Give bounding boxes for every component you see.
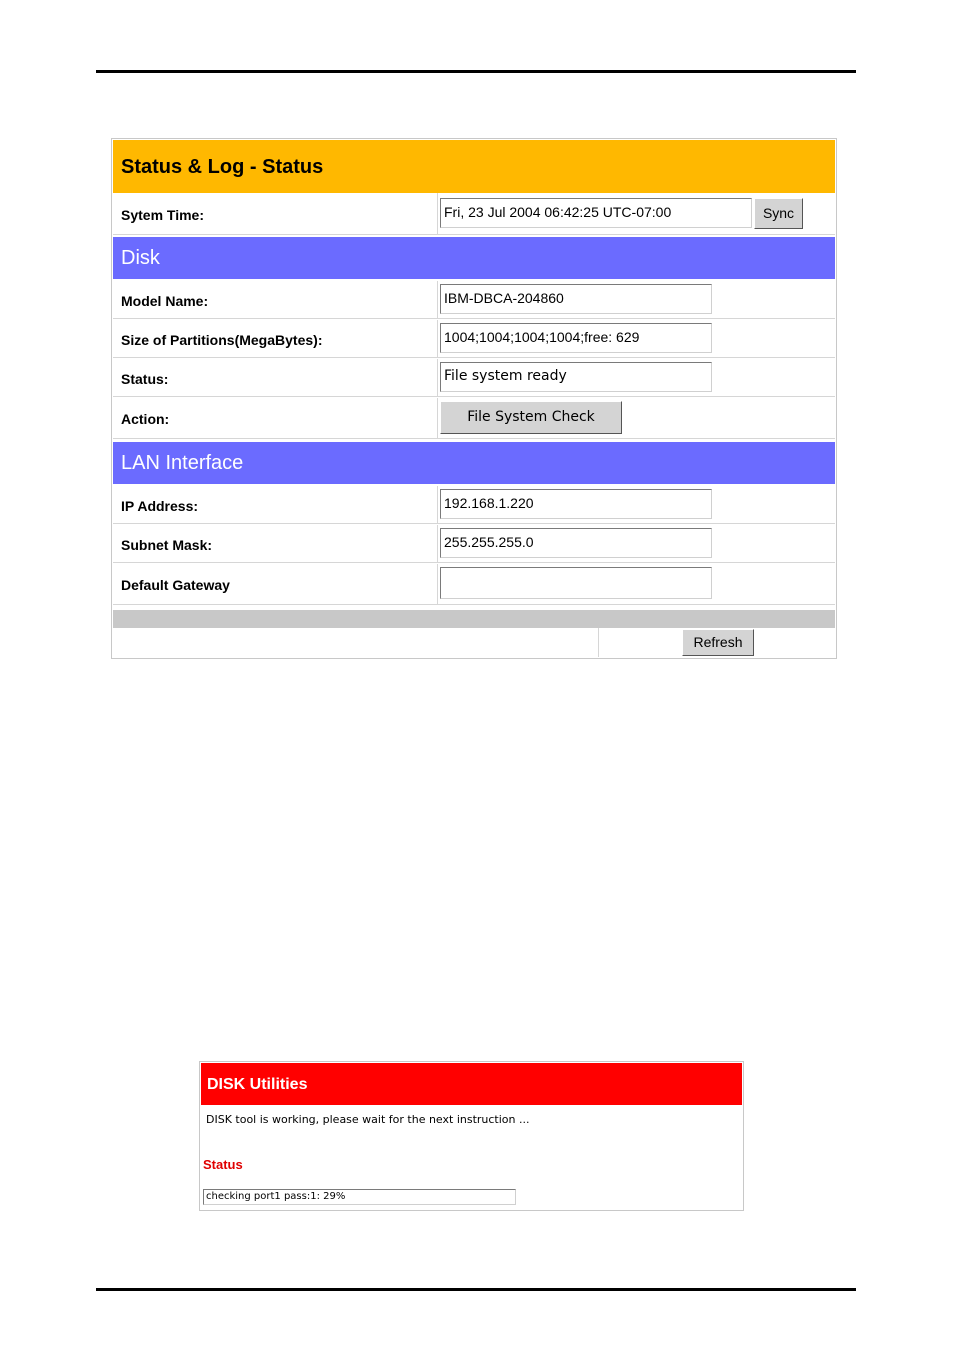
disk-section-title: Disk (121, 247, 160, 269)
default-gateway-field[interactable] (440, 567, 712, 599)
system-time-label: Sytem Time: (121, 207, 204, 223)
model-name-label: Model Name: (121, 293, 209, 309)
system-time-field[interactable]: Fri, 23 Jul 2004 06:42:25 UTC-07:00 (440, 198, 752, 228)
partitions-label: Size of Partitions(MegaBytes): (121, 332, 323, 348)
top-rule (96, 70, 856, 73)
disk-utilities-title-bar (201, 1063, 742, 1105)
disk-utilities-panel (199, 1061, 744, 1211)
default-gateway-label: Default Gateway (121, 577, 230, 593)
action-row (113, 398, 835, 439)
partitions-field[interactable]: 1004;1004;1004;1004;free: 629 (440, 323, 712, 353)
subnet-mask-field[interactable]: 255.255.255.0 (440, 528, 712, 558)
subnet-mask-row (113, 525, 835, 563)
footer-bar (113, 610, 835, 628)
ip-address-label: IP Address: (121, 498, 199, 514)
lan-section-title: LAN Interface (121, 452, 244, 474)
row-divider (437, 525, 438, 562)
disk-utilities-status-field[interactable]: checking port1 pass:1: 29% (203, 1189, 516, 1205)
page-title: Status & Log - Status (121, 156, 324, 178)
disk-status-label: Status: (121, 371, 169, 387)
row-divider (437, 486, 438, 523)
disk-tool-message: DISK tool is working, please wait for the next instruction ... (206, 1113, 530, 1126)
row-divider (437, 564, 438, 604)
default-gateway-row (113, 564, 835, 605)
refresh-button[interactable]: Refresh (682, 629, 754, 656)
action-label: Action: (121, 411, 170, 427)
status-log-panel (111, 138, 837, 659)
disk-status-row (113, 359, 835, 397)
row-divider (437, 281, 438, 318)
refresh-cell (598, 628, 835, 657)
row-divider (437, 193, 438, 234)
model-name-row (113, 281, 835, 319)
disk-utilities-status-label: Status (203, 1157, 243, 1172)
ip-address-field[interactable]: 192.168.1.220 (440, 489, 712, 519)
file-system-check-button[interactable]: File System Check (440, 401, 622, 434)
footer-row (113, 628, 835, 658)
row-divider (437, 320, 438, 357)
sync-button[interactable]: Sync (754, 198, 803, 229)
disk-section-header (113, 237, 835, 279)
title-bar (113, 140, 835, 193)
ip-address-row (113, 486, 835, 524)
bottom-rule (96, 1288, 856, 1291)
disk-status-field[interactable]: File system ready (440, 362, 712, 392)
subnet-mask-label: Subnet Mask: (121, 537, 213, 553)
model-name-field[interactable]: IBM-DBCA-204860 (440, 284, 712, 314)
lan-section-header (113, 442, 835, 484)
system-time-row (113, 193, 835, 235)
disk-utilities-title: DISK Utilities (207, 1076, 308, 1093)
row-divider (437, 359, 438, 396)
partitions-row (113, 320, 835, 358)
row-divider (437, 398, 438, 438)
